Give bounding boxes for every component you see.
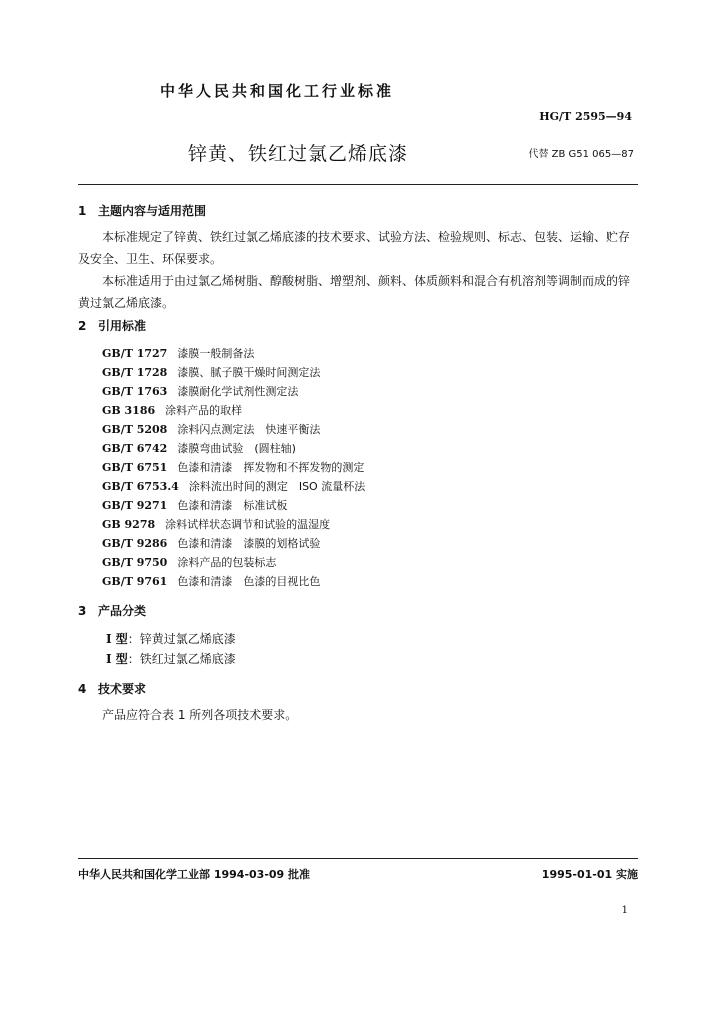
reference-item — [102, 497, 287, 513]
reference-code: GB/T 9271 — [102, 499, 168, 512]
reference-code: GB 3186 — [102, 404, 156, 417]
reference-item — [102, 516, 330, 532]
section-title: 引用标准 — [98, 319, 147, 333]
replaces-text: 代替 ZB G51 065—87 — [528, 149, 634, 160]
section-4-paragraph: 产品应符合表 1 所列各项技术要求。 — [102, 708, 298, 722]
section-1-paragraph-2: 本标准适用于由过氯乙烯树脂、醇酸树脂、增塑剂、颜料、体质颜料和混合有机溶剂等调制而成的锌黄过氯乙烯底漆。 — [78, 274, 631, 310]
reference-item — [102, 402, 242, 418]
section-2-heading — [78, 317, 146, 334]
reference-name: 涂料流出时间的测定 ISO 流量杯法 — [188, 480, 366, 493]
section-number: 2 — [78, 319, 87, 333]
reference-code: GB/T 5208 — [102, 423, 168, 436]
reference-code: GB/T 9286 — [102, 537, 168, 550]
product-type-code: I 型 — [106, 632, 128, 646]
product-type-item — [106, 650, 236, 667]
reference-code: GB/T 6751 — [102, 461, 168, 474]
issuing-authority: 中华人民共和国化工行业标准 — [160, 82, 395, 100]
reference-name: 涂料试样状态调节和试验的温湿度 — [165, 518, 331, 531]
reference-item — [102, 554, 276, 570]
reference-item — [102, 478, 365, 494]
reference-code: GB/T 9761 — [102, 575, 168, 588]
section-3-heading — [78, 602, 146, 619]
reference-item — [102, 535, 320, 551]
reference-name: 漆膜、腻子膜干燥时间测定法 — [177, 366, 321, 379]
issue-date: 中华人民共和国化学工业部 1994-03-09 批准 — [78, 868, 311, 881]
product-type-item — [106, 630, 236, 647]
reference-code: GB/T 9750 — [102, 556, 168, 569]
section-1-heading — [78, 202, 206, 219]
reference-code: GB/T 1728 — [102, 366, 168, 379]
section-title: 技术要求 — [98, 682, 147, 696]
reference-name: 色漆和清漆 挥发物和不挥发物的测定 — [177, 461, 365, 474]
product-type-name: ：锌黄过氯乙烯底漆 — [127, 632, 236, 646]
footer-rule — [78, 858, 638, 859]
reference-item — [102, 459, 364, 475]
section-4-heading — [78, 680, 146, 697]
section-number: 4 — [78, 682, 87, 696]
reference-code: GB/T 6742 — [102, 442, 168, 455]
reference-name: 漆膜弯曲试验 (圆柱轴) — [177, 442, 296, 455]
section-number: 1 — [78, 204, 87, 218]
reference-item — [102, 364, 320, 380]
reference-code: GB/T 1763 — [102, 385, 168, 398]
page-number: 1 — [621, 905, 628, 916]
reference-name: 色漆和清漆 漆膜的划格试验 — [177, 537, 321, 550]
header-rule — [78, 184, 638, 185]
reference-item — [102, 573, 320, 589]
reference-name: 漆膜耐化学试剂性测定法 — [177, 385, 299, 398]
reference-name: 色漆和清漆 色漆的目视比色 — [177, 575, 321, 588]
reference-item — [102, 383, 298, 399]
reference-name: 色漆和清漆 标准试板 — [177, 499, 288, 512]
section-title: 产品分类 — [98, 604, 147, 618]
reference-item — [102, 421, 320, 437]
replaces-standard — [528, 145, 634, 160]
product-type-code: I 型 — [106, 652, 128, 666]
reference-name: 漆膜一般制备法 — [177, 347, 255, 360]
reference-code: GB 9278 — [102, 518, 156, 531]
effective-date: 1995-01-01 实施 — [541, 868, 638, 881]
standard-number: HG/T 2595—94 — [539, 110, 632, 123]
section-1-paragraph-1: 本标准规定了锌黄、铁红过氯乙烯底漆的技术要求、试验方法、检验规则、标志、包装、运输、贮存及安全、卫生、环保要求。 — [78, 230, 631, 266]
document-title: 锌黄、铁红过氯乙烯底漆 — [188, 143, 409, 165]
reference-item — [102, 440, 296, 456]
reference-name: 涂料产品的取样 — [165, 404, 243, 417]
product-type-name: ：铁红过氯乙烯底漆 — [127, 652, 236, 666]
reference-item — [102, 345, 254, 361]
reference-code: GB/T 6753.4 — [102, 480, 179, 493]
reference-name: 涂料产品的包装标志 — [177, 556, 277, 569]
section-number: 3 — [78, 604, 87, 618]
reference-code: GB/T 1727 — [102, 347, 168, 360]
reference-name: 涂料闪点测定法 快速平衡法 — [177, 423, 321, 436]
section-title: 主题内容与适用范围 — [98, 204, 207, 218]
